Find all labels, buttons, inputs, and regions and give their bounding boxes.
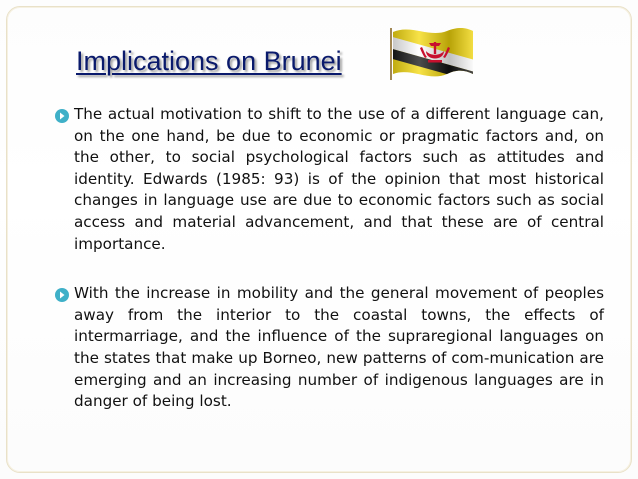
bullet-text: With the increase in mobility and the general movement of peoples away from the interior to the coastal towns, the effects of intermarriage, and the influence of the supraregional languages on the states that make up Borneo, new patterns of com-munication are emerging and an increasing number of indigenous languages are in danger of being lost. [74,284,604,411]
bullet-arrow-icon [54,287,70,303]
brunei-flag-icon [389,22,475,82]
list-item [52,104,604,255]
bullet-text: The actual motivation to shift to the use of a different language can, on the one hand, be due to economic or pragmatic factors and, on the other, to social psychological factors such as attitudes and identity. Edwards (1985: 93) is of the opinion that most historical changes in language use are due to economic factors such as social access and material advancement, and that these are of central importance. [74,105,604,253]
slide-title: Implications on Brunei [76,46,342,76]
bullet-arrow-icon [54,108,70,124]
list-item [52,283,604,413]
bullet-list [52,104,604,441]
